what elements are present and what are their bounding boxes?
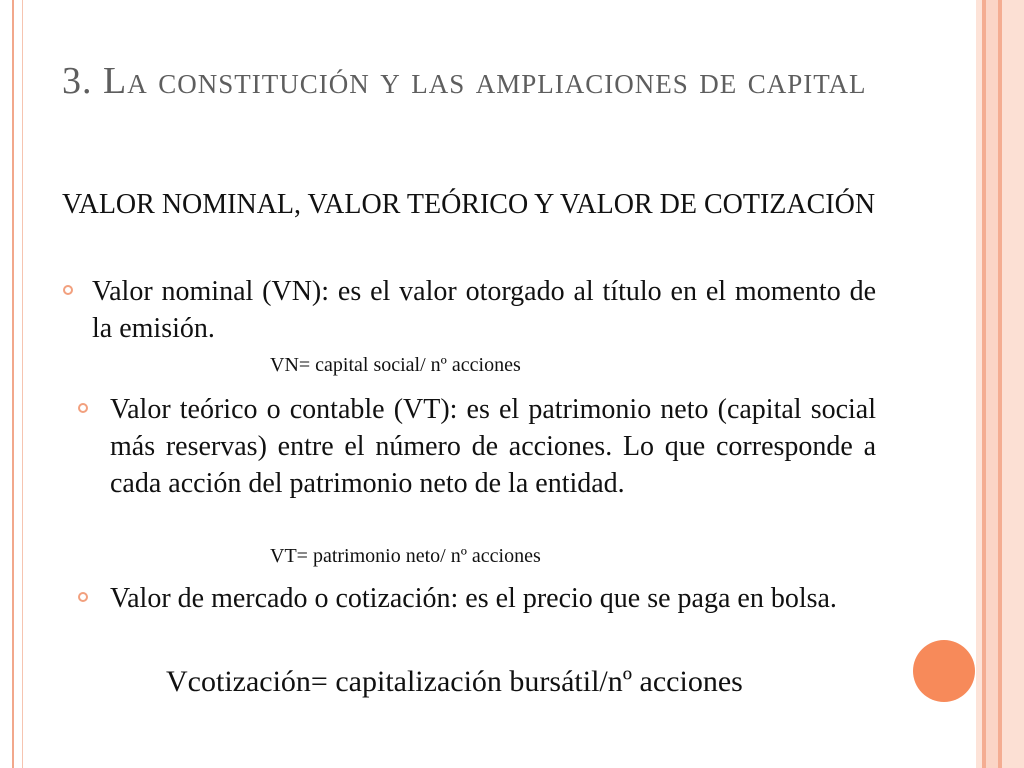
formula-vcotizacion: Vcotización= capitalización bursátil/nº acciones xyxy=(166,665,743,698)
stripe xyxy=(986,0,998,768)
stripe xyxy=(1002,0,1024,768)
left-border-line xyxy=(12,0,14,768)
bullet-icon xyxy=(78,592,88,602)
section-heading: VALOR NOMINAL, VALOR TEÓRICO Y VALOR DE COTIZACIÓN xyxy=(62,189,876,220)
bullet-text: Valor de mercado o cotización: es el precio que se paga en bolsa. xyxy=(110,583,837,614)
decorative-circle xyxy=(913,640,975,702)
bullet-item-valor-nominal xyxy=(92,273,876,347)
bullet-item-valor-mercado xyxy=(110,580,876,617)
left-border-line-inner xyxy=(22,0,23,768)
bullet-icon xyxy=(63,285,73,295)
bullet-item-valor-teorico xyxy=(110,391,876,502)
bullet-icon xyxy=(78,403,88,413)
slide-title: 3. La constitución y las ampliaciones de capital xyxy=(62,60,867,102)
bullet-text: Valor nominal (VN): es el valor otorgado al título en el momento de la emisión. xyxy=(92,276,876,344)
right-decorative-stripes xyxy=(976,0,1024,768)
bullet-text: Valor teórico o contable (VT): es el patrimonio neto (capital social más reservas) entre el número de acciones. Lo que corresponde a cada acción del patrimonio neto de la entidad. xyxy=(110,394,876,499)
formula-vt: VT= patrimonio neto/ nº acciones xyxy=(270,545,541,567)
formula-vn: VN= capital social/ nº acciones xyxy=(270,354,521,376)
